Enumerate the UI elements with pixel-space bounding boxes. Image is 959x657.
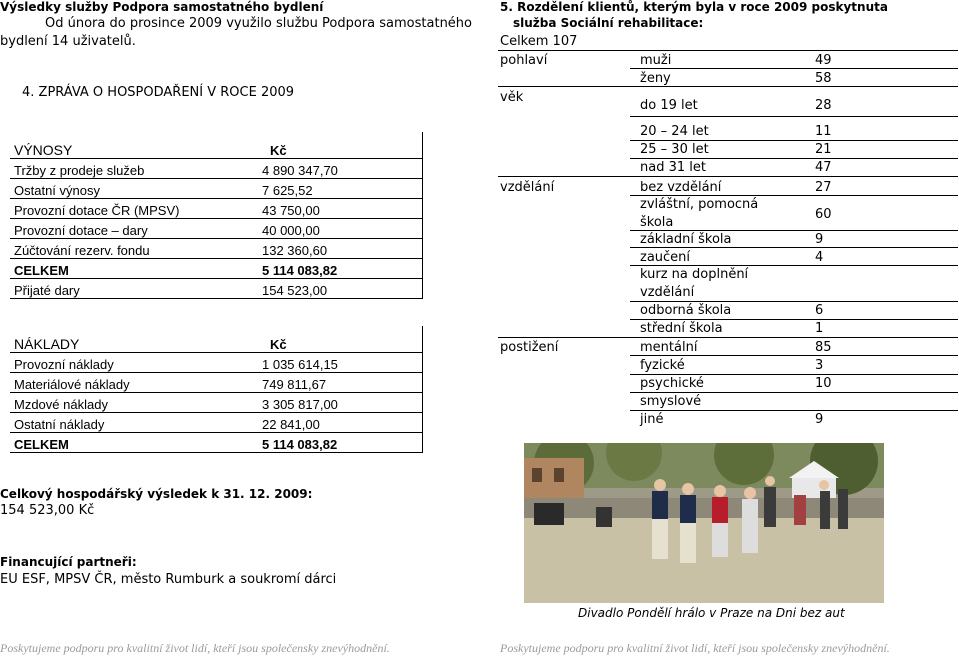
footer-right: Poskytujeme podporu pro kvalitní život lidí, kteří jsou společensky znevýhodnění. — [500, 641, 890, 655]
intro-line-2: bydlení 14 uživatelů. — [0, 34, 136, 49]
total-label: CELKEM — [10, 259, 258, 279]
edu-special-value: 60 — [815, 207, 832, 222]
table-row — [10, 219, 423, 239]
dis-psychic-label: psychické — [640, 376, 704, 391]
row-value: 749 811,67 — [258, 373, 423, 393]
dis-psychic-value: 10 — [815, 376, 832, 391]
row-value: 3 305 817,00 — [258, 393, 423, 413]
costs-table — [10, 326, 423, 453]
table-row — [10, 199, 423, 219]
edu-trained-label: zaučení — [640, 250, 691, 265]
table-row — [10, 353, 423, 373]
divider — [630, 230, 958, 231]
divider — [630, 158, 958, 159]
row-label: Zúčtování rezerv. fondu — [10, 239, 258, 259]
table-row — [10, 413, 423, 433]
men-label: muži — [640, 53, 672, 68]
age-label-row: nad 31 let — [640, 160, 706, 175]
edu-course-line2: vzdělání — [640, 285, 695, 300]
table-row — [10, 239, 423, 259]
revenue-header-label: VÝNOSY — [10, 132, 258, 159]
total-clients: Celkem 107 — [500, 34, 578, 49]
disability-label: postižení — [500, 340, 559, 355]
table-row — [10, 179, 423, 199]
divider — [498, 86, 958, 87]
divider — [498, 337, 958, 338]
row-value: 132 360,60 — [258, 239, 423, 259]
row-label: Mzdové náklady — [10, 393, 258, 413]
row-label: Provozní náklady — [10, 353, 258, 373]
costs-total-row — [10, 433, 423, 453]
edu-trained-value: 4 — [815, 250, 824, 265]
divider — [630, 374, 958, 375]
age-label: věk — [500, 90, 524, 105]
theatre-photo — [524, 443, 884, 603]
row-label: Ostatní náklady — [10, 413, 258, 433]
row-label: Ostatní výnosy — [10, 179, 258, 199]
gifts-label: Přijaté dary — [10, 279, 258, 299]
revenue-header-unit: Kč — [258, 132, 423, 159]
result-label: Celkový hospodářský výsledek k 31. 12. 2009: — [0, 487, 313, 501]
row-value: 4 890 347,70 — [258, 159, 423, 179]
costs-header-unit: Kč — [258, 326, 423, 353]
edu-course-line1: kurz na doplnění — [640, 267, 749, 282]
row-label: Provozní dotace ČR (MPSV) — [10, 199, 258, 219]
row-value: 22 841,00 — [258, 413, 423, 433]
dis-other-value: 9 — [815, 412, 824, 427]
results-heading: Výsledky služby Podpora samostatného bydlení — [0, 0, 324, 14]
divider — [630, 410, 958, 411]
edu-vocational-label: odborná škola — [640, 303, 732, 318]
men-value: 49 — [815, 53, 832, 68]
table-row — [10, 373, 423, 393]
divider — [630, 140, 958, 141]
revenue-table — [10, 132, 423, 299]
gender-label: pohlaví — [500, 53, 548, 68]
divider — [630, 68, 958, 69]
section-5-heading-line2: služba Sociální rehabilitace: — [513, 16, 704, 30]
age-label-row: 20 – 24 let — [640, 124, 709, 139]
edu-basic-label: základní škola — [640, 232, 732, 247]
edu-basic-value: 9 — [815, 232, 824, 247]
edu-secondary-value: 1 — [815, 321, 824, 336]
photo-caption: Divadlo Pondělí hrálo v Praze na Dni bez aut — [578, 606, 845, 620]
divider — [498, 176, 958, 177]
dis-sensory-label: smyslové — [640, 394, 702, 409]
dis-mental-value: 85 — [815, 340, 832, 355]
age-label-row: 25 – 30 let — [640, 142, 709, 157]
row-value: 43 750,00 — [258, 199, 423, 219]
table-row — [10, 393, 423, 413]
education-label: vzdělání — [500, 180, 555, 195]
divider — [630, 195, 958, 196]
row-value: 40 000,00 — [258, 219, 423, 239]
divider — [498, 50, 958, 51]
divider — [630, 319, 958, 320]
dis-physical-value: 3 — [815, 358, 824, 373]
table-row — [10, 159, 423, 179]
result-value: 154 523,00 Kč — [0, 503, 95, 518]
row-label: Provozní dotace – dary — [10, 219, 258, 239]
total-value: 5 114 083,82 — [258, 433, 423, 453]
revenue-total-row — [10, 259, 423, 279]
edu-secondary-label: střední škola — [640, 321, 723, 336]
total-label: CELKEM — [10, 433, 258, 453]
partners-value: EU ESF, MPSV ČR, město Rumburk a soukromí dárci — [0, 572, 337, 587]
dis-physical-label: fyzické — [640, 358, 685, 373]
row-value: 1 035 614,15 — [258, 353, 423, 373]
row-label: Materiálové náklady — [10, 373, 258, 393]
section-5-heading: 5. Rozdělení klientů, kterým byla v roce 2009 poskytnuta — [500, 0, 888, 14]
partners-label: Financující partneři: — [0, 555, 137, 569]
gifts-row — [10, 279, 423, 299]
divider — [630, 355, 958, 356]
edu-none-value: 27 — [815, 180, 832, 195]
women-label: ženy — [640, 71, 671, 86]
section-4-heading: 4. ZPRÁVA O HOSPODAŘENÍ V ROCE 2009 — [22, 85, 295, 100]
divider — [630, 247, 958, 248]
divider — [630, 301, 958, 302]
dis-mental-label: mentální — [640, 340, 698, 355]
footer-left: Poskytujeme podporu pro kvalitní život lidí, kteří jsou společensky znevýhodnění. — [0, 641, 390, 655]
edu-special-line1: zvláštní, pomocná — [640, 197, 759, 212]
divider — [630, 265, 958, 266]
dis-other-label: jiné — [640, 412, 664, 427]
edu-none-label: bez vzdělání — [640, 180, 722, 195]
age-value: 47 — [815, 160, 832, 175]
total-value: 5 114 083,82 — [258, 259, 423, 279]
row-label: Tržby z prodeje služeb — [10, 159, 258, 179]
intro-line-1: Od února do prosince 2009 využilo službu Podpora samostatného — [45, 16, 472, 31]
row-value: 7 625,52 — [258, 179, 423, 199]
divider — [630, 392, 958, 393]
women-value: 58 — [815, 71, 832, 86]
costs-header-label: NÁKLADY — [10, 326, 258, 353]
age-value: 28 — [815, 98, 832, 113]
divider — [630, 116, 958, 117]
edu-vocational-value: 6 — [815, 303, 824, 318]
age-label-row: do 19 let — [640, 98, 698, 113]
gifts-value: 154 523,00 — [258, 279, 423, 299]
edu-special-line2: škola — [640, 215, 674, 230]
age-value: 11 — [815, 124, 832, 139]
age-value: 21 — [815, 142, 832, 157]
